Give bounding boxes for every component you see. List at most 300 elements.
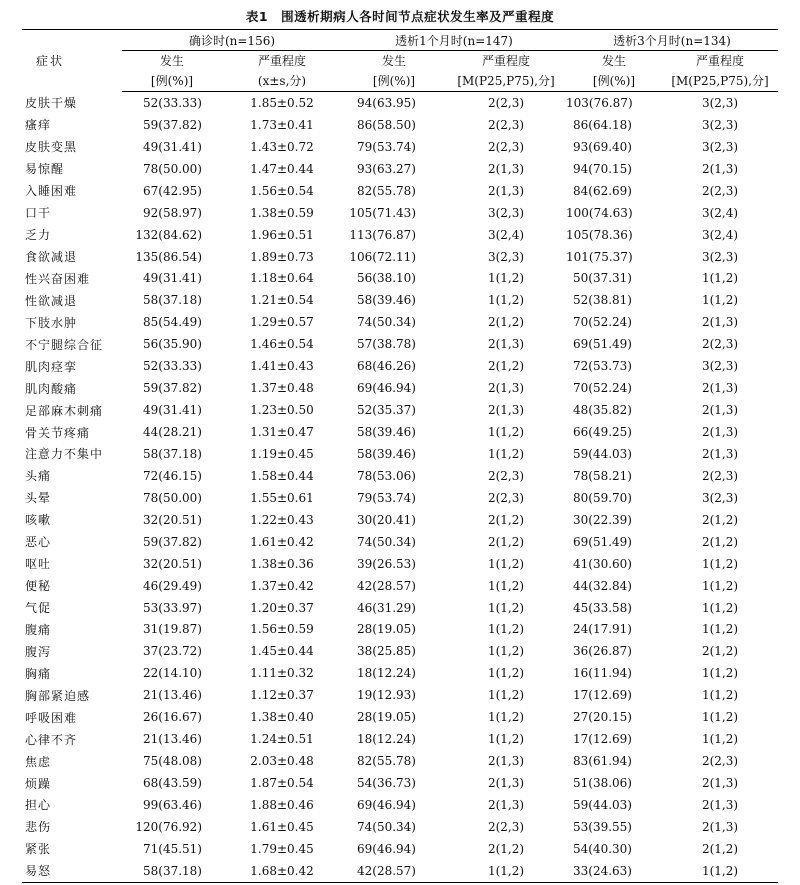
severity-diagnosis: 1.55±0.61 xyxy=(250,490,314,505)
incidence-diagnosis: 72(46.15) xyxy=(143,468,202,483)
symptom-column-header: 症状 xyxy=(22,30,122,92)
severity-diagnosis: 1.12±0.37 xyxy=(250,688,314,703)
incidence-1-month: 78(53.06) xyxy=(357,468,416,483)
table-row xyxy=(22,289,778,311)
severity-diagnosis: 1.11±0.32 xyxy=(250,666,314,681)
incidence-3-month: 94(70.15) xyxy=(573,161,632,176)
incidence-1-month: 54(36.73) xyxy=(357,776,416,791)
table-row xyxy=(22,114,778,136)
incidence-diagnosis: 92(58.97) xyxy=(143,205,202,220)
severity-3-month: 1(1,2) xyxy=(701,732,739,747)
severity-diagnosis: 1.68±0.42 xyxy=(222,860,342,882)
severity-3-month: 3(2,3) xyxy=(701,490,739,505)
incidence-1-month: 68(46.26) xyxy=(357,359,416,374)
incidence-3-month: 27(20.15) xyxy=(573,710,632,725)
incidence-3-month: 100(74.63) xyxy=(566,205,633,220)
incidence-3-month: 36(26.87) xyxy=(573,644,632,659)
incidence-1-month: 56(38.10) xyxy=(357,271,416,286)
severity-3-month: 2(1,3) xyxy=(701,381,739,396)
symptom-table xyxy=(22,29,778,883)
incidence-3-month: 17(12.69) xyxy=(573,688,632,703)
incidence-3-month: 16(11.94) xyxy=(573,666,632,681)
severity-diagnosis: 1.37±0.42 xyxy=(250,578,314,593)
severity-3-month: 1(1,2) xyxy=(701,688,739,703)
incidence-1-month: 74(50.34) xyxy=(357,819,416,834)
severity-diagnosis: 1.96±0.51 xyxy=(250,227,314,242)
incidence-3-month: 69(51.49) xyxy=(573,337,632,352)
table-row xyxy=(22,509,778,531)
subheader-severity-unit: [M(P25,P75),分] xyxy=(662,69,778,92)
severity-3-month: 3(2,3) xyxy=(701,359,739,374)
incidence-3-month: 70(52.24) xyxy=(573,315,632,330)
table-row xyxy=(22,465,778,487)
incidence-1-month: 94(63.95) xyxy=(357,95,416,110)
symptom-name: 易惊醒 xyxy=(25,162,65,177)
subheader-incidence: 发生 xyxy=(381,53,406,68)
incidence-3-month: 70(52.24) xyxy=(573,381,632,396)
severity-3-month: 1(1,2) xyxy=(701,293,739,308)
subheader-severity-unit: [M(P25,P75),分] xyxy=(446,69,566,92)
severity-diagnosis: 1.56±0.54 xyxy=(250,183,314,198)
subheader-incidence: 发生 xyxy=(601,53,626,68)
subheader-severity: 严重程度 xyxy=(481,53,530,68)
severity-diagnosis: 2.03±0.48 xyxy=(250,754,314,769)
incidence-1-month: 19(12.93) xyxy=(357,688,416,703)
symptom-name: 肌肉酸痛 xyxy=(25,381,78,396)
severity-diagnosis: 1.20±0.37 xyxy=(250,600,314,615)
incidence-1-month: 113(76.87) xyxy=(349,227,416,242)
incidence-diagnosis: 78(50.00) xyxy=(143,161,202,176)
table-row xyxy=(22,311,778,333)
severity-diagnosis: 1.38±0.40 xyxy=(250,710,314,725)
incidence-diagnosis: 52(33.33) xyxy=(143,95,202,110)
table-row xyxy=(22,531,778,553)
severity-diagnosis: 1.89±0.73 xyxy=(250,249,314,264)
severity-diagnosis: 1.61±0.42 xyxy=(250,534,314,549)
severity-3-month: 2(1,3) xyxy=(701,403,739,418)
incidence-1-month: 79(53.74) xyxy=(357,139,416,154)
symptom-name: 下肢水肿 xyxy=(25,315,78,330)
symptom-name: 恶心 xyxy=(25,535,52,550)
incidence-3-month: 44(32.84) xyxy=(573,578,632,593)
incidence-3-month: 72(53.73) xyxy=(573,359,632,374)
table-row xyxy=(22,597,778,619)
incidence-diagnosis: 59(37.82) xyxy=(143,534,202,549)
table-row xyxy=(22,706,778,728)
table-row xyxy=(22,136,778,158)
incidence-1-month: 58(39.46) xyxy=(357,425,416,440)
table-row xyxy=(22,662,778,684)
symptom-name: 易怒 xyxy=(22,860,122,882)
incidence-diagnosis: 26(16.67) xyxy=(143,710,202,725)
severity-1-month: 1(1,2) xyxy=(487,293,525,308)
subheader-incidence: 发生 xyxy=(159,53,184,68)
severity-1-month: 2(1,3) xyxy=(487,381,525,396)
severity-3-month: 1(1,2) xyxy=(701,666,739,681)
severity-3-month: 3(2,3) xyxy=(701,249,739,264)
severity-3-month: 2(2,3) xyxy=(701,337,739,352)
incidence-1-month: 28(19.05) xyxy=(357,710,416,725)
table-row xyxy=(22,355,778,377)
severity-3-month: 2(1,3) xyxy=(701,797,739,812)
severity-3-month: 3(2,3) xyxy=(701,139,739,154)
severity-diagnosis: 1.88±0.46 xyxy=(250,797,314,812)
incidence-1-month: 82(55.78) xyxy=(357,754,416,769)
severity-3-month: 2(1,3) xyxy=(701,315,739,330)
incidence-diagnosis: 22(14.10) xyxy=(143,666,202,681)
subheader-incidence-unit: [例(%)] xyxy=(122,69,222,92)
incidence-diagnosis: 135(86.54) xyxy=(135,249,202,264)
severity-1-month: 2(1,2) xyxy=(487,841,525,856)
incidence-3-month: 53(39.55) xyxy=(573,819,632,834)
table-caption: 表1 围透析期病人各时间节点症状发生率及严重程度 xyxy=(245,9,555,24)
incidence-3-month: 17(12.69) xyxy=(573,732,632,747)
table-row xyxy=(22,399,778,421)
severity-1-month: 1(1,2) xyxy=(487,688,525,703)
severity-1-month: 2(1,3) xyxy=(487,776,525,791)
severity-3-month: 1(1,2) xyxy=(701,622,739,637)
severity-diagnosis: 1.73±0.41 xyxy=(250,117,314,132)
incidence-3-month: 24(17.91) xyxy=(573,622,632,637)
incidence-1-month: 52(35.37) xyxy=(357,403,416,418)
symptom-name: 乏力 xyxy=(25,228,52,243)
group-header-dialysis-1-month: 透析1个月时(n=147) xyxy=(342,30,566,51)
incidence-1-month: 74(50.34) xyxy=(357,534,416,549)
incidence-diagnosis: 37(23.72) xyxy=(143,644,202,659)
incidence-diagnosis: 59(37.82) xyxy=(143,117,202,132)
table-row xyxy=(22,575,778,597)
incidence-diagnosis: 132(84.62) xyxy=(135,227,202,242)
incidence-1-month: 28(19.05) xyxy=(357,622,416,637)
symptom-name: 肌肉痉挛 xyxy=(25,359,78,374)
severity-1-month: 3(2,3) xyxy=(487,205,525,220)
subheader-incidence-unit: [例(%)] xyxy=(342,69,446,92)
incidence-diagnosis: 75(48.08) xyxy=(143,754,202,769)
severity-1-month: 2(1,3) xyxy=(487,797,525,812)
severity-diagnosis: 1.46±0.54 xyxy=(250,337,314,352)
incidence-3-month: 86(64.18) xyxy=(573,117,632,132)
severity-3-month: 1(1,2) xyxy=(701,578,739,593)
subheader-severity: 严重程度 xyxy=(695,53,744,68)
severity-1-month: 2(2,3) xyxy=(487,468,525,483)
severity-1-month: 1(1,2) xyxy=(487,425,525,440)
incidence-diagnosis: 44(28.21) xyxy=(143,425,202,440)
incidence-diagnosis: 21(13.46) xyxy=(143,732,202,747)
incidence-3-month: 30(22.39) xyxy=(573,512,632,527)
group-header-dialysis-3-month: 透析3个月时(n=134) xyxy=(566,30,778,51)
incidence-1-month: 93(63.27) xyxy=(357,161,416,176)
severity-1-month: 2(1,2) xyxy=(487,534,525,549)
symptom-name: 烦躁 xyxy=(25,776,52,791)
symptom-name: 心律不齐 xyxy=(25,732,78,747)
incidence-1-month: 58(39.46) xyxy=(357,446,416,461)
symptom-name: 便秘 xyxy=(25,579,52,594)
severity-diagnosis: 1.37±0.48 xyxy=(250,381,314,396)
incidence-1-month: 57(38.78) xyxy=(357,337,416,352)
severity-diagnosis: 1.47±0.44 xyxy=(250,161,314,176)
incidence-3-month: 83(61.94) xyxy=(573,754,632,769)
incidence-1-month: 18(12.24) xyxy=(357,666,416,681)
severity-diagnosis: 1.85±0.52 xyxy=(250,95,314,110)
severity-1-month: 2(1,2) xyxy=(487,359,525,374)
incidence-1-month: 69(46.94) xyxy=(357,841,416,856)
symptom-name: 性欲减退 xyxy=(25,293,78,308)
incidence-3-month: 101(75.37) xyxy=(566,249,633,264)
incidence-1-month: 74(50.34) xyxy=(357,315,416,330)
severity-diagnosis: 1.29±0.57 xyxy=(250,315,314,330)
symptom-name: 紧张 xyxy=(25,842,52,857)
incidence-3-month: 59(44.03) xyxy=(573,797,632,812)
severity-diagnosis: 1.58±0.44 xyxy=(250,468,314,483)
severity-diagnosis: 1.41±0.43 xyxy=(250,359,314,374)
symptom-name: 皮肤干燥 xyxy=(25,96,78,111)
table-row xyxy=(22,772,778,794)
severity-1-month: 1(1,2) xyxy=(446,860,566,882)
severity-3-month: 3(2,3) xyxy=(701,117,739,132)
symptom-name: 不宁腿综合征 xyxy=(25,337,104,352)
incidence-1-month: 58(39.46) xyxy=(357,293,416,308)
symptom-name: 骨关节疼痛 xyxy=(25,425,91,440)
incidence-1-month: 106(72.11) xyxy=(349,249,416,264)
symptom-name: 焦虑 xyxy=(25,754,52,769)
incidence-1-month: 39(26.53) xyxy=(357,556,416,571)
incidence-diagnosis: 58(37.18) xyxy=(122,860,222,882)
symptom-name: 头晕 xyxy=(25,491,52,506)
severity-1-month: 1(1,2) xyxy=(487,710,525,725)
severity-3-month: 2(1,2) xyxy=(701,512,739,527)
symptom-name: 悲伤 xyxy=(25,820,52,835)
incidence-diagnosis: 78(50.00) xyxy=(143,490,202,505)
severity-diagnosis: 1.43±0.72 xyxy=(250,139,314,154)
severity-3-month: 2(2,3) xyxy=(701,754,739,769)
incidence-1-month: 30(20.41) xyxy=(357,512,416,527)
symptom-name: 腹泻 xyxy=(25,644,52,659)
table-row xyxy=(22,377,778,399)
severity-3-month: 1(1,2) xyxy=(701,600,739,615)
symptom-name: 注意力不集中 xyxy=(25,447,104,462)
table-row xyxy=(22,443,778,465)
severity-1-month: 2(2,3) xyxy=(487,490,525,505)
severity-3-month: 2(1,2) xyxy=(701,841,739,856)
incidence-diagnosis: 120(76.92) xyxy=(135,819,202,834)
table-row xyxy=(22,224,778,246)
table-row xyxy=(22,794,778,816)
symptom-name: 胸部紧迫感 xyxy=(25,688,91,703)
table-row xyxy=(22,180,778,202)
subheader-severity: 严重程度 xyxy=(257,53,306,68)
severity-3-month: 2(1,3) xyxy=(701,425,739,440)
severity-3-month: 2(1,2) xyxy=(701,644,739,659)
incidence-3-month: 48(35.82) xyxy=(573,403,632,418)
incidence-diagnosis: 32(20.51) xyxy=(143,512,202,527)
table-body xyxy=(22,92,778,883)
table-row xyxy=(22,750,778,772)
symptom-name: 胸痛 xyxy=(25,666,52,681)
severity-1-month: 2(2,3) xyxy=(487,819,525,834)
symptom-name: 腹痛 xyxy=(25,622,52,637)
incidence-3-month: 59(44.03) xyxy=(573,446,632,461)
table-row xyxy=(22,553,778,575)
severity-diagnosis: 1.87±0.54 xyxy=(250,776,314,791)
symptom-name: 呕吐 xyxy=(25,557,52,572)
table-row xyxy=(22,202,778,224)
severity-diagnosis: 1.79±0.45 xyxy=(250,841,314,856)
severity-1-month: 3(2,4) xyxy=(487,227,525,242)
severity-1-month: 1(1,2) xyxy=(487,578,525,593)
incidence-diagnosis: 32(20.51) xyxy=(143,556,202,571)
severity-3-month: 2(1,3) xyxy=(701,161,739,176)
severity-3-month: 1(1,2) xyxy=(701,710,739,725)
table-row xyxy=(22,487,778,509)
severity-1-month: 2(1,3) xyxy=(487,161,525,176)
severity-diagnosis: 1.38±0.59 xyxy=(250,205,314,220)
severity-1-month: 2(1,3) xyxy=(487,337,525,352)
severity-diagnosis: 1.45±0.44 xyxy=(250,644,314,659)
severity-1-month: 2(1,3) xyxy=(487,754,525,769)
symptom-name: 气促 xyxy=(25,601,52,616)
table-row xyxy=(22,268,778,290)
table-row xyxy=(22,728,778,750)
incidence-3-month: 41(30.60) xyxy=(573,556,632,571)
incidence-1-month: 46(31.29) xyxy=(357,600,416,615)
incidence-diagnosis: 49(31.41) xyxy=(143,403,202,418)
incidence-1-month: 82(55.78) xyxy=(357,183,416,198)
severity-diagnosis: 1.61±0.45 xyxy=(250,819,314,834)
severity-diagnosis: 1.21±0.54 xyxy=(250,293,314,308)
incidence-1-month: 42(28.57) xyxy=(342,860,446,882)
symptom-name: 足部麻木刺痛 xyxy=(25,403,104,418)
incidence-1-month: 38(25.85) xyxy=(357,644,416,659)
severity-3-month: 3(2,4) xyxy=(701,205,739,220)
incidence-3-month: 45(33.58) xyxy=(573,600,632,615)
severity-3-month: 1(1,2) xyxy=(701,556,739,571)
symptom-name: 瘙痒 xyxy=(25,118,52,133)
severity-1-month: 1(1,2) xyxy=(487,622,525,637)
symptom-name: 口干 xyxy=(25,206,52,221)
incidence-3-month: 105(78.36) xyxy=(566,227,633,242)
incidence-diagnosis: 58(37.18) xyxy=(143,446,202,461)
severity-diagnosis: 1.24±0.51 xyxy=(250,732,314,747)
severity-1-month: 2(1,3) xyxy=(487,183,525,198)
incidence-1-month: 79(53.74) xyxy=(357,490,416,505)
incidence-diagnosis: 52(33.33) xyxy=(143,359,202,374)
group-header-diagnosis: 确诊时(n=156) xyxy=(122,30,342,51)
severity-3-month: 3(2,4) xyxy=(701,227,739,242)
incidence-diagnosis: 99(63.46) xyxy=(143,797,202,812)
incidence-diagnosis: 85(54.49) xyxy=(143,315,202,330)
incidence-diagnosis: 58(37.18) xyxy=(143,293,202,308)
severity-diagnosis: 1.23±0.50 xyxy=(250,403,314,418)
incidence-3-month: 93(69.40) xyxy=(573,139,632,154)
symptom-name: 担心 xyxy=(25,798,52,813)
incidence-3-month: 52(38.81) xyxy=(573,293,632,308)
incidence-3-month: 51(38.06) xyxy=(573,776,632,791)
symptom-name: 入睡困难 xyxy=(25,184,78,199)
severity-diagnosis: 1.38±0.36 xyxy=(250,556,314,571)
severity-diagnosis: 1.22±0.43 xyxy=(250,512,314,527)
symptom-name: 食欲减退 xyxy=(25,250,78,265)
incidence-diagnosis: 67(42.95) xyxy=(143,183,202,198)
severity-1-month: 2(1,2) xyxy=(487,315,525,330)
incidence-diagnosis: 46(29.49) xyxy=(143,578,202,593)
symptom-name: 咳嗽 xyxy=(25,513,52,528)
severity-3-month: 2(1,2) xyxy=(701,534,739,549)
incidence-3-month: 33(24.63) xyxy=(566,860,662,882)
severity-1-month: 2(2,3) xyxy=(487,95,525,110)
table-row xyxy=(22,838,778,860)
severity-1-month: 2(2,3) xyxy=(487,139,525,154)
table-row xyxy=(22,640,778,662)
severity-1-month: 2(2,3) xyxy=(487,117,525,132)
incidence-3-month: 84(62.69) xyxy=(573,183,632,198)
incidence-3-month: 80(59.70) xyxy=(573,490,632,505)
severity-3-month: 1(1,2) xyxy=(701,271,739,286)
incidence-3-month: 66(49.25) xyxy=(573,425,632,440)
incidence-diagnosis: 59(37.82) xyxy=(143,381,202,396)
incidence-diagnosis: 56(35.90) xyxy=(143,337,202,352)
table-row xyxy=(22,333,778,355)
severity-1-month: 1(1,2) xyxy=(487,600,525,615)
severity-3-month: 2(2,3) xyxy=(701,468,739,483)
severity-3-month: 2(1,3) xyxy=(701,446,739,461)
severity-1-month: 1(1,2) xyxy=(487,556,525,571)
severity-1-month: 2(1,2) xyxy=(487,512,525,527)
severity-1-month: 1(1,2) xyxy=(487,644,525,659)
table-row xyxy=(22,158,778,180)
table-row xyxy=(22,684,778,706)
symptom-name: 性兴奋困难 xyxy=(25,271,91,286)
incidence-1-month: 105(71.43) xyxy=(349,205,416,220)
incidence-3-month: 54(40.30) xyxy=(573,841,632,856)
symptom-name: 头痛 xyxy=(25,469,52,484)
severity-1-month: 2(1,3) xyxy=(487,403,525,418)
severity-1-month: 1(1,2) xyxy=(487,666,525,681)
table-row xyxy=(22,92,778,114)
incidence-3-month: 69(51.49) xyxy=(573,534,632,549)
incidence-diagnosis: 49(31.41) xyxy=(143,271,202,286)
incidence-diagnosis: 71(45.51) xyxy=(143,841,202,856)
table-row xyxy=(22,619,778,641)
incidence-diagnosis: 68(43.59) xyxy=(143,776,202,791)
symptom-name: 皮肤变黑 xyxy=(25,140,78,155)
severity-diagnosis: 1.56±0.59 xyxy=(250,622,314,637)
severity-3-month: 3(2,3) xyxy=(701,95,739,110)
severity-1-month: 3(2,3) xyxy=(487,249,525,264)
symptom-name: 呼吸困难 xyxy=(25,710,78,725)
incidence-1-month: 69(46.94) xyxy=(357,381,416,396)
severity-3-month: 1(1,2) xyxy=(662,860,778,882)
severity-3-month: 2(2,3) xyxy=(701,183,739,198)
incidence-diagnosis: 49(31.41) xyxy=(143,139,202,154)
incidence-diagnosis: 31(19.87) xyxy=(143,622,202,637)
incidence-1-month: 86(58.50) xyxy=(357,117,416,132)
incidence-3-month: 50(37.31) xyxy=(573,271,632,286)
table-row xyxy=(22,421,778,443)
incidence-1-month: 42(28.57) xyxy=(357,578,416,593)
table-row xyxy=(22,860,778,882)
severity-3-month: 2(1,3) xyxy=(701,819,739,834)
incidence-3-month: 78(58.21) xyxy=(573,468,632,483)
incidence-1-month: 69(46.94) xyxy=(357,797,416,812)
severity-3-month: 2(1,3) xyxy=(701,776,739,791)
severity-1-month: 1(1,2) xyxy=(487,271,525,286)
table-row xyxy=(22,816,778,838)
severity-diagnosis: 1.18±0.64 xyxy=(250,271,314,286)
severity-diagnosis: 1.19±0.45 xyxy=(250,446,314,461)
incidence-1-month: 18(12.24) xyxy=(357,732,416,747)
incidence-diagnosis: 21(13.46) xyxy=(143,688,202,703)
severity-diagnosis: 1.31±0.47 xyxy=(250,425,314,440)
